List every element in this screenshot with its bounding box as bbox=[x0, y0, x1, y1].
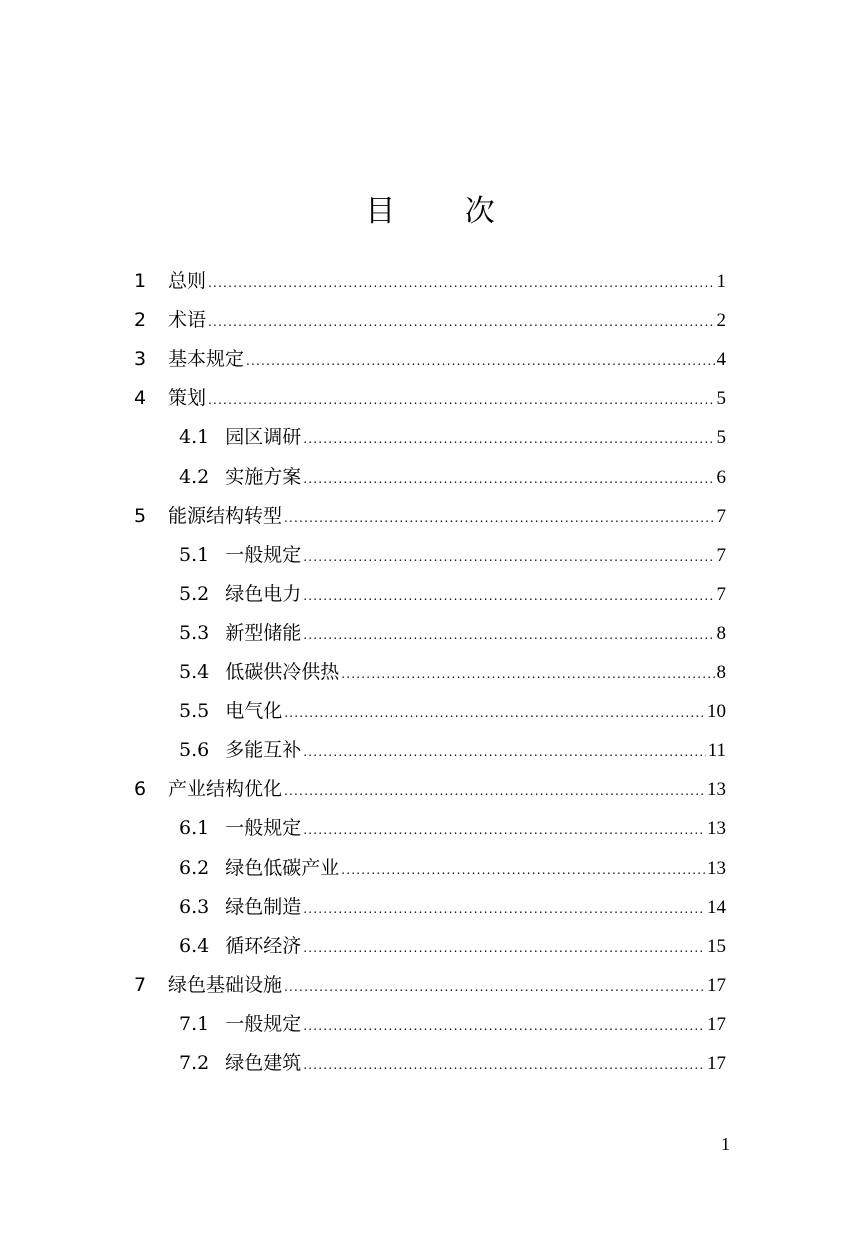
toc-entry-number: 2 bbox=[134, 309, 147, 332]
toc-section-entry[interactable] bbox=[179, 813, 726, 845]
toc-entry-number: 5.4 bbox=[179, 661, 210, 683]
toc-section-entry[interactable] bbox=[179, 422, 726, 454]
toc-section-entry[interactable] bbox=[179, 462, 726, 494]
toc-entry-page: 17 bbox=[707, 1053, 726, 1074]
toc-dot-leader bbox=[208, 393, 714, 407]
toc-entry-page: 5 bbox=[716, 427, 726, 449]
toc-entry-number: 7.2 bbox=[179, 1052, 210, 1074]
toc-entry-page: 5 bbox=[716, 388, 726, 410]
toc-entry-page: 7 bbox=[716, 505, 726, 527]
toc-entry-page: 4 bbox=[716, 349, 726, 371]
toc-dot-leader bbox=[341, 863, 705, 877]
toc-entry-page: 13 bbox=[707, 779, 726, 801]
toc-dot-leader bbox=[303, 745, 705, 759]
toc-entry-number: 6.1 bbox=[179, 817, 210, 840]
toc-entry-number: 5.2 bbox=[179, 582, 210, 605]
toc-chapter-entry[interactable] bbox=[134, 305, 726, 337]
toc-dot-leader bbox=[208, 315, 714, 329]
toc-dot-leader bbox=[284, 706, 705, 720]
toc-entry-number: 4 bbox=[134, 387, 147, 410]
toc-entry-label: 绿色电力 bbox=[225, 582, 302, 605]
toc-dot-leader bbox=[284, 511, 714, 525]
page-number: 1 bbox=[721, 1134, 730, 1154]
toc-section-entry[interactable] bbox=[179, 657, 726, 689]
toc-dot-leader bbox=[208, 276, 714, 290]
toc-section-entry[interactable] bbox=[179, 1048, 726, 1080]
toc-entry-number: 5.3 bbox=[179, 621, 210, 644]
toc-entry-label: 一般规定 bbox=[225, 543, 302, 566]
toc-dot-leader bbox=[341, 667, 714, 681]
toc-entry-label: 多能互补 bbox=[225, 739, 302, 762]
toc-entry-page: 2 bbox=[716, 310, 726, 332]
toc-entry-label: 产业结构优化 bbox=[168, 778, 283, 801]
toc-entry-label: 策划 bbox=[168, 387, 207, 410]
toc-entry-page: 15 bbox=[707, 935, 726, 957]
toc-dot-leader bbox=[284, 784, 705, 798]
toc-entry-page: 11 bbox=[707, 740, 726, 762]
toc-entry-label: 新型储能 bbox=[225, 621, 302, 644]
toc-entry-label: 循环经济 bbox=[225, 934, 302, 957]
toc-entry-label: 低碳供冷供热 bbox=[225, 661, 340, 683]
toc-dot-leader bbox=[303, 628, 714, 642]
toc-dot-leader bbox=[284, 980, 705, 994]
toc-entry-number: 5.1 bbox=[179, 543, 210, 566]
toc-entry-label: 一般规定 bbox=[225, 1012, 302, 1035]
toc-entry-page: 7 bbox=[716, 544, 726, 566]
toc-entry-page: 8 bbox=[716, 622, 726, 644]
toc-entry-label: 总则 bbox=[168, 270, 207, 292]
toc-entry-label: 绿色建筑 bbox=[225, 1052, 302, 1074]
toc-entry-label: 能源结构转型 bbox=[168, 504, 283, 527]
toc-dot-leader bbox=[303, 1019, 705, 1033]
toc-section-entry[interactable] bbox=[179, 618, 726, 650]
toc-dot-leader bbox=[303, 432, 714, 446]
toc-section-entry[interactable] bbox=[179, 540, 726, 572]
toc-entry-number: 4.2 bbox=[179, 465, 210, 488]
toc-chapter-entry[interactable] bbox=[134, 383, 726, 415]
toc-dot-leader bbox=[303, 472, 714, 486]
toc-section-entry[interactable] bbox=[179, 1009, 726, 1041]
toc-section-entry[interactable] bbox=[179, 696, 726, 728]
toc-chapter-entry[interactable] bbox=[134, 970, 726, 1002]
toc-entry-label: 术语 bbox=[168, 309, 207, 332]
toc-entry-label: 绿色制造 bbox=[225, 895, 302, 918]
toc-entry-page: 6 bbox=[716, 466, 726, 488]
toc-dot-leader bbox=[303, 823, 705, 837]
toc-entry-page: 10 bbox=[707, 701, 726, 723]
toc-entry-page: 17 bbox=[707, 1013, 726, 1035]
toc-entry-page: 7 bbox=[716, 583, 726, 605]
toc-entry-label: 绿色低碳产业 bbox=[225, 856, 340, 879]
toc-section-entry[interactable] bbox=[179, 892, 726, 924]
toc-entry-label: 一般规定 bbox=[225, 817, 302, 840]
toc-chapter-entry[interactable] bbox=[134, 344, 726, 376]
toc-entry-number: 7.1 bbox=[179, 1012, 210, 1035]
toc-section-entry[interactable] bbox=[179, 853, 726, 885]
toc-section-entry[interactable] bbox=[179, 579, 726, 611]
toc-entry-label: 园区调研 bbox=[225, 426, 302, 449]
toc-dot-leader bbox=[303, 550, 714, 564]
toc-entry-number: 6.3 bbox=[179, 895, 210, 918]
toc-entry-number: 5.6 bbox=[179, 739, 210, 762]
toc-entry-number: 6 bbox=[134, 778, 147, 801]
toc-dot-leader bbox=[303, 1058, 705, 1072]
toc-entry-number: 5.5 bbox=[179, 700, 210, 723]
toc-entry-number: 4.1 bbox=[179, 426, 210, 449]
toc-entry-page: 17 bbox=[707, 974, 726, 996]
toc-entry-label: 基本规定 bbox=[168, 348, 245, 371]
toc-entry-number: 1 bbox=[134, 270, 147, 292]
toc-chapter-entry[interactable] bbox=[134, 501, 726, 533]
toc-entry-page: 1 bbox=[716, 271, 726, 292]
toc-entry-number: 5 bbox=[134, 504, 147, 527]
toc-entry-number: 6.4 bbox=[179, 934, 210, 957]
toc-entry-page: 13 bbox=[707, 818, 726, 840]
page-title: 目 次 bbox=[365, 194, 525, 229]
toc-chapter-entry[interactable] bbox=[134, 266, 726, 298]
toc-section-entry[interactable] bbox=[179, 735, 726, 767]
toc-entry-page: 14 bbox=[707, 896, 726, 918]
toc-entry-number: 3 bbox=[134, 348, 147, 371]
toc-entry-label: 实施方案 bbox=[225, 465, 302, 488]
toc-entry-page: 8 bbox=[716, 662, 726, 683]
toc-dot-leader bbox=[303, 941, 705, 955]
toc-chapter-entry[interactable] bbox=[134, 774, 726, 806]
toc-dot-leader bbox=[246, 354, 714, 368]
toc-entry-number: 6.2 bbox=[179, 856, 210, 879]
toc-entry-label: 绿色基础设施 bbox=[168, 973, 283, 996]
toc-entry-page: 13 bbox=[707, 857, 726, 879]
toc-entry-number: 7 bbox=[134, 973, 147, 996]
toc-dot-leader bbox=[303, 589, 714, 603]
toc-section-entry[interactable] bbox=[179, 931, 726, 963]
toc-entry-label: 电气化 bbox=[225, 700, 283, 723]
toc-dot-leader bbox=[303, 902, 705, 916]
